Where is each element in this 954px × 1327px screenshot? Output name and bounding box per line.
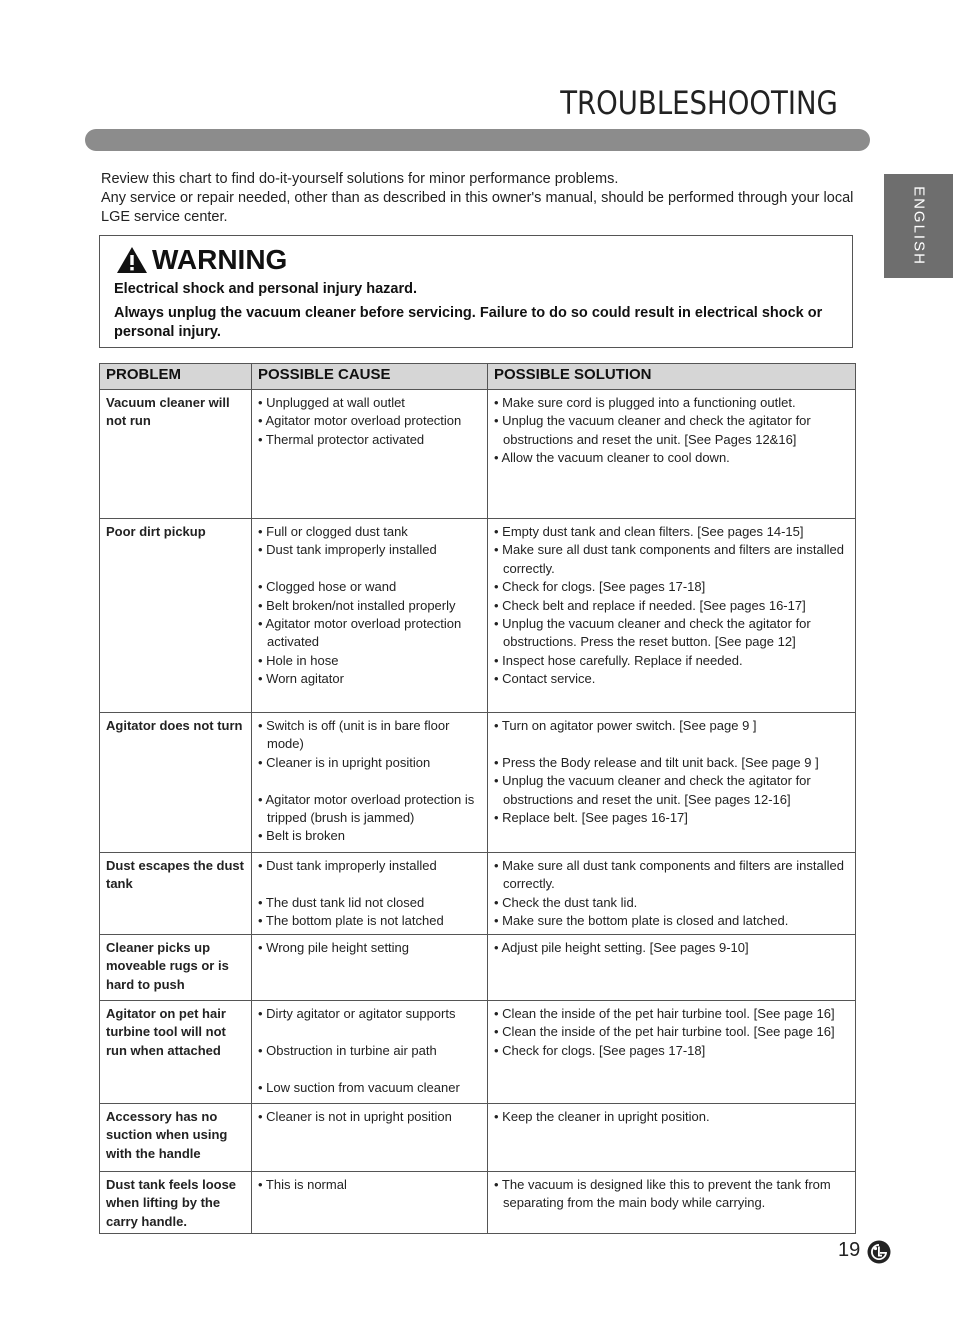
cause-item: • Full or clogged dust tank (258, 524, 408, 539)
solution-item: • Check the dust tank lid. (494, 894, 638, 910)
solution-item: • Turn on agitator power switch. [See page 9 ] (494, 718, 757, 733)
solution-item: • Keep the cleaner in upright position. (494, 1109, 710, 1124)
cause-item: • Switch is off (unit is in bare floor mode) (258, 718, 450, 752)
solution-item: • Adjust pile height setting. [See pages 9-10] (494, 940, 749, 955)
spacer (258, 875, 481, 893)
cause-cell (252, 935, 488, 1001)
cause-item: • The dust tank lid not closed (258, 894, 425, 910)
language-tab-label: ENGLISH (910, 186, 927, 266)
solution-cell (488, 1001, 856, 1104)
solution-item: • Make sure the bottom plate is closed and latched. (494, 913, 789, 929)
table-row (100, 1104, 856, 1172)
solution-cell (488, 853, 856, 935)
table-row (100, 1172, 856, 1234)
language-tab (884, 174, 953, 278)
spacer (258, 1023, 481, 1041)
cause-item: • The bottom plate is not latched (258, 913, 444, 929)
cause-item: • Belt broken/not installed properly (258, 597, 456, 613)
solution-cell (488, 519, 856, 713)
cause-item: • Cleaner is in upright position (258, 754, 431, 770)
solution-item: • Press the Body release and tilt unit back. [See page 9 ] (494, 754, 819, 770)
cause-item: • Low suction from vacuum cleaner (258, 1079, 460, 1095)
cause-item: • Wrong pile height setting (258, 940, 410, 955)
header-problem: PROBLEM (100, 364, 252, 390)
cause-cell (252, 1172, 488, 1234)
solution-cell (488, 1104, 856, 1172)
problem-cell: Agitator on pet hair turbine tool will not run when attached (100, 1001, 252, 1104)
solution-item: • The vacuum is designed like this to prevent the tank from separating from the main body while carrying. (494, 1177, 831, 1211)
solution-item: • Make sure all dust tank components and filters are installed correctly. (494, 542, 844, 576)
cause-item: • Unplugged at wall outlet (258, 395, 405, 410)
cause-cell (252, 1104, 488, 1172)
problem-cell: Accessory has no suction when using with the handle (100, 1104, 252, 1172)
problem-cell: Poor dirt pickup (100, 519, 252, 713)
spacer (258, 1060, 481, 1078)
problem-cell: Dust tank feels loose when lifting by the carry handle. (100, 1172, 252, 1234)
warning-box (99, 235, 853, 348)
table-header-row (100, 364, 856, 390)
page-number: 19 (838, 1239, 861, 1261)
cause-cell (252, 390, 488, 519)
solution-item: • Make sure all dust tank components and filters are installed correctly. (494, 858, 844, 892)
problem-cell: Dust escapes the dust tank (100, 853, 252, 935)
warning-heading (116, 244, 287, 276)
warning-heading-text: WARNING (152, 244, 288, 275)
table-row (100, 853, 856, 935)
cause-item: • Thermal protector activated (258, 431, 425, 447)
page-title: TROUBLESHOOTING (560, 84, 838, 122)
cause-item: • Agitator motor overload protection (258, 413, 462, 429)
table-row (100, 390, 856, 519)
intro-line-2: Any service or repair needed, other than as described in this owner's manual, should be performed through your local LGE service center. (101, 190, 854, 225)
solution-item: • Replace belt. [See pages 16-17] (494, 810, 688, 826)
spacer (494, 735, 849, 753)
problem-cell: Cleaner picks up moveable rugs or is hard to push (100, 935, 252, 1001)
intro-text (101, 170, 861, 227)
solution-item: • Inspect hose carefully. Replace if needed. (494, 652, 743, 668)
cause-item: • Obstruction in turbine air path (258, 1042, 437, 1058)
cause-item: • Cleaner is not in upright position (258, 1109, 452, 1124)
solution-item: • Make sure cord is plugged into a functioning outlet. (494, 395, 796, 410)
cause-item: • Belt is broken (258, 828, 345, 844)
solution-item: • Clean the inside of the pet hair turbine tool. [See page 16] (494, 1024, 835, 1040)
cause-item: • Worn agitator (258, 671, 344, 687)
cause-item: • Clogged hose or wand (258, 579, 397, 595)
troubleshooting-table (99, 363, 856, 1234)
solution-item: • Empty dust tank and clean filters. [See pages 14-15] (494, 524, 804, 539)
cause-cell (252, 713, 488, 853)
cause-item: • Agitator motor overload protection is tripped (brush is jammed) (258, 791, 475, 826)
problem-cell: Vacuum cleaner will not run (100, 390, 252, 519)
lg-logo-text: LG (867, 1240, 869, 1241)
table-row (100, 935, 856, 1001)
header-possible-cause: POSSIBLE CAUSE (252, 364, 488, 390)
warning-line-1: Electrical shock and personal injury hazard. (114, 281, 417, 297)
lg-logo-icon (867, 1240, 891, 1264)
solution-item: • Unplug the vacuum cleaner and check the agitator for obstructions. Press the reset button. [See page 12] (494, 616, 811, 650)
solution-item: • Clean the inside of the pet hair turbine tool. [See page 16] (494, 1006, 835, 1021)
intro-line-1: Review this chart to find do-it-yourself solutions for minor performance problems. (101, 171, 619, 187)
cause-item: • Agitator motor overload protection activated (258, 616, 462, 650)
solution-item: • Check for clogs. [See pages 17-18] (494, 1042, 706, 1058)
solution-cell (488, 390, 856, 519)
title-divider-bar (85, 129, 870, 151)
solution-item: • Allow the vacuum cleaner to cool down. (494, 450, 730, 466)
solution-cell (488, 713, 856, 853)
cause-cell (252, 1001, 488, 1104)
solution-cell (488, 935, 856, 1001)
cause-item: • This is normal (258, 1177, 347, 1192)
table-row (100, 713, 856, 853)
solution-item: • Unplug the vacuum cleaner and check the agitator for obstructions and reset the unit. [See Pages 12&16] (494, 413, 811, 447)
table-row (100, 1001, 856, 1104)
table-row (100, 519, 856, 713)
solution-item: • Contact service. (494, 671, 596, 687)
cause-item: • Hole in hose (258, 652, 339, 668)
cause-cell (252, 519, 488, 713)
problem-cell: Agitator does not turn (100, 713, 252, 853)
solution-item: • Unplug the vacuum cleaner and check the agitator for obstructions and reset the unit. [See pages 12-16] (494, 773, 811, 807)
spacer (258, 560, 481, 578)
solution-item: • Check for clogs. [See pages 17-18] (494, 579, 706, 595)
cause-item: • Dust tank improperly installed (258, 542, 437, 558)
cause-item: • Dirty agitator or agitator supports (258, 1006, 456, 1021)
solution-cell (488, 1172, 856, 1234)
cause-cell (252, 853, 488, 935)
warning-line-2: Always unplug the vacuum cleaner before servicing. Failure to do so could result in electrical shock or personal injury. (114, 305, 823, 340)
solution-item: • Check belt and replace if needed. [See pages 16-17] (494, 597, 806, 613)
warning-triangle-icon (116, 246, 148, 274)
header-possible-solution: POSSIBLE SOLUTION (488, 364, 856, 390)
spacer (258, 772, 481, 790)
cause-item: • Dust tank improperly installed (258, 858, 437, 873)
